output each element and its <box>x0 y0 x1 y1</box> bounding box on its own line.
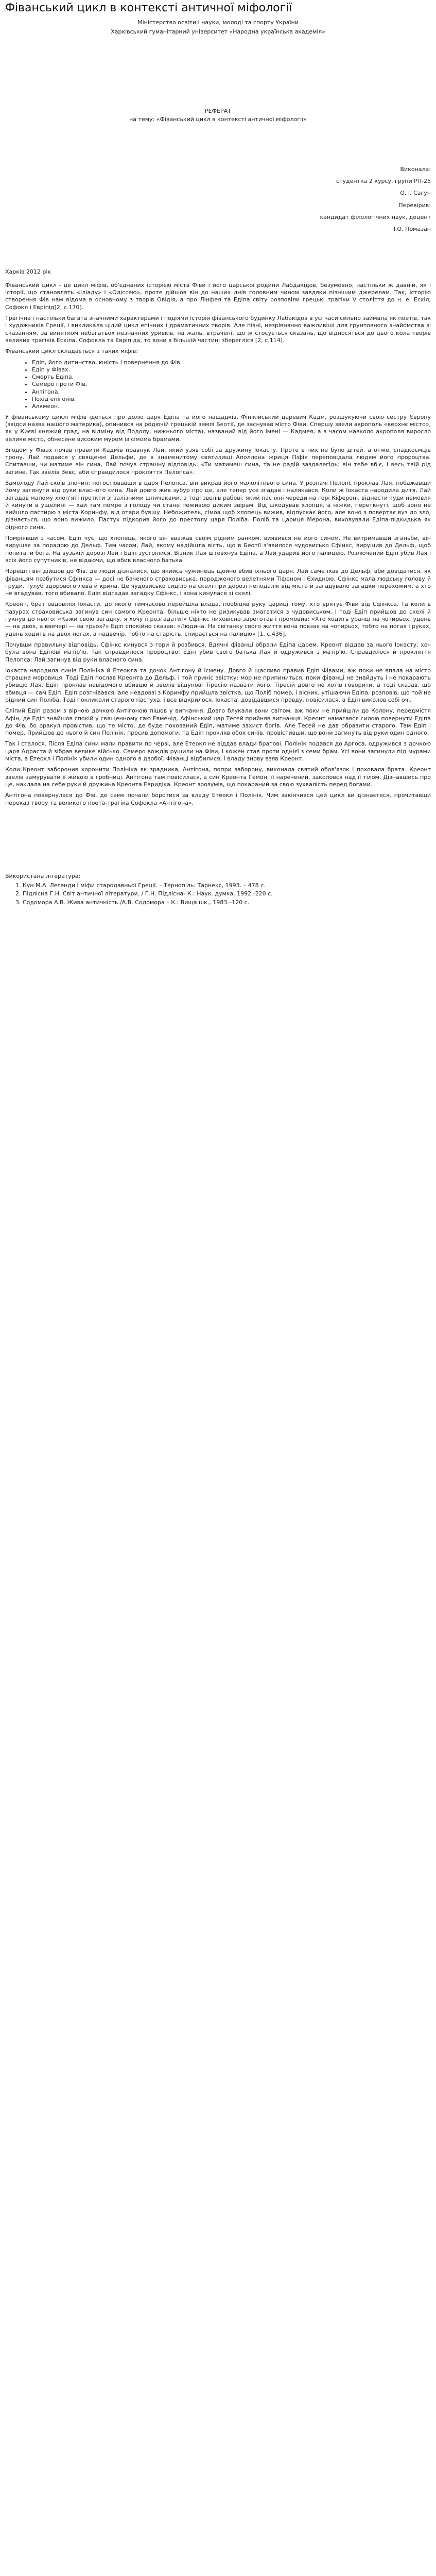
body-paragraph: Іокаста народила синів Полініка й Етеокла та дочок Антігону й Ісмену. Довго й щасливо правив Едіп Фівами, аж поки не впала на місто страшна моровиця. Тоді Едіп послав Креонта до Дельф, і той приніс звістку: мор не припиниться, поки фіванці не знайдуть і не покарають убивцю Лая. Едіп проклав невідомого вбивцю й звелів віщунові Тіресію назвати його. Тіресій довго не хотів говорити, а тоді сказав, що вбивця — сам Едіп. Едіп розгнівався, але невдовзі з Коринфу прийшла звістка, що Поліб помер, і вісник, утішаючи Едіпа, розповів, що той не рідний син Поліба. Тоді покликали старого пастуха, і все відкрилося. Іокаста, довідавшися правду, повісилася, а Едіп виколов собі очі. <box>5 667 431 703</box>
author-block <box>5 166 431 233</box>
list-item: • Едіп у Фівах. <box>32 366 431 374</box>
list-item: • Семеро проти Фів. <box>32 381 431 388</box>
myth-list <box>5 359 431 411</box>
intro-paragraph: Трагічна і настільки багата значними характерами і подіями історія фіванського будинку Лабакідов в усі часи сильно займала як поетів, так і художників Греції, і викликала цілий цикл епічних і драматичних творів. Але пізні, незрівнянно важливіші для грунтовного знайомства зі сказанням, за винятком небагатьох незначних уривків, на жаль, втрачені, що ж стосується сказань, що відносяться до цього кола творів великих трагіків Есхіла, Софокла та Евріпіда, то вони в більшій частині зберегліся [2, с.114]. <box>5 315 431 344</box>
page-title: Фіванський цикл в контексті античної міфології <box>5 2 292 14</box>
body-paragraph: У фіванському циклі міфів ідеться про долю царя Едіпа та його нащадків. Фінікійський царевич Кадм, розшукуючи свою сестру Європу (звідси назва нашого материка), опинився на родючій грецькій землі Беотії, де заснував місто Фіви. Спершу звели акрополь «верхнє місто», як у Києві княжий град, на відміну від Подолу, нижнього міста), названий від його імені — Кадмея, а з часом навколо акрополя виросло велике місто, обнесене високим муром із сімома брамами. <box>5 413 431 443</box>
list-item: • Алкмеон. <box>32 403 431 410</box>
checker-position: кандидат філологічних наук, доцент <box>320 213 431 221</box>
references-heading: Використана література: <box>5 872 81 879</box>
referat-topic: на тему: «Фіванський цикл в контексті античної міфології» <box>129 116 307 123</box>
body-paragraph: Нарешті він дійшов до Фів, де люди дізналися, що якийсь чужинець щойно вбив їхнього царя. Лай саме їхав до Дельф, аби довідатися, як фіванцям позбутися Сфінкса — досі не баченого страховиська, породженого велетнями Тіфоном і Єхидною. Сфінкс мала людську голову й груди, тулуб здорового лева й крила. Це чудовисько сиділо на скелі при дорозі неподалік від міста й загадувало загадки перехожим, а хто не вгадував, того вбивало. Едіп відгадав загадку Сфінкс, і вона кинулася зі скелі. <box>5 568 431 597</box>
body-paragraph: Замолоду Лай скоїв злочин: погостювавши в царя Пелопса, він викрав його малолітнього сина. У розпачі Пелопс проклав Лая, побажавши йому загинути від руки власного сина. Лай довго жив зубур про це, але тепер усе згадав і налякався. Коли ж Іокаста народила дитя, Лай загадав малому хлоп'яті проткти зі залізними шпичаками, а тоді звелів рабові, який пас їхні череди на горі Кіфероні, віднести туди немовля й кинути в ущелині — хай там помре з голоду чи стане поживою диким звірам. Від шкодував хлопця, а ніжки, переткнуті, щоб воно не вийшло пастирю з міста Коринфу, від отари бувшу. Небожитель, сімоа щоб хлопець вижив, відпускає його, але воно з повертає вуз до зло, дізнається, що воно вижило. Пастух підкорив його до престолу царя Поліба. Поліб та цариця Мерона, виховували Едіпа-підкидька як рідного сина. <box>5 479 431 531</box>
list-item: • Едіп, його дитинство, юність і повернення до Фів. <box>32 359 431 366</box>
student-info: студентка 2 курсу, групи РП-25 <box>336 178 431 185</box>
referat-label: РЕФЕРАТ <box>205 108 231 115</box>
city-year: Харків 2012 рік <box>5 268 51 275</box>
checker-name: І.О. Помазан <box>393 226 431 233</box>
reference-item: 2. Підліснa Г.Н. Світ античної літератури. / Г.Н. Підлісна- К.: Наук. думка, 1992.-220 с. <box>23 890 431 897</box>
list-item: • Антігона. <box>32 388 431 396</box>
reference-item: 3. Содомора А.В. Жива античність./А.В. Содомора – К.: Вища шк., 1983.–120 с. <box>23 899 431 906</box>
performed-label: Виконала: <box>400 165 431 173</box>
university-name: Харківський гуманітарний університет «Народна українська академія» <box>111 28 325 35</box>
references-list <box>5 882 431 906</box>
reference-item: 1. Кун М.А. Легенди і міфи стародавньої Греції. – Тернопіль: Тарнекс, 1993. – 478 с. <box>23 882 431 889</box>
body-paragraph: Помріявши з часом, Едіп чує, що хлопець, якого він вважав своїм рідним ранком, виявився не його сином. Не витримавши зганьби, він вирушає за порадою до Дельф. Тим часом, Лай, якому надійшла вість, що в Беотії з'явилося чудовисько Сфінкс, вирушив до Дельф, щоб попитати бога. На вузькій дорозі Лай і Едіп зустрілися. Візник Лая штовхнув Едіпа, а Лай ударив його палицею. Розлючений Едіп убив Лая і всіх його супутників, не відаючи, що вбив власного батька. <box>5 535 431 564</box>
list-item: • Смерть Едіпа. <box>32 374 431 381</box>
student-name: О. І. Сагун <box>400 190 431 197</box>
ministry-name: Міністерство освіти і науки, молоді та спорту України <box>137 19 299 26</box>
body-paragraph: Згодом у Фівах почав правити Кадмів правнук Лай, який узяв собі за дружину Іокасту. Проте в них не було дітей, а отже, спадкоємців трону. Лай подався у священні Дельфи, де в знаменитому святилищі Аполлона жриця Піфія переповідала людям його пророцтва. Спитавши, чи матиме він сина, Лай почув страшну відповідь: «Ти матимеш сина, та не радій заздалегідь: він тебе вб'є, і весь твій рід загине. Так звелів Зевс, аби справдилося прокляття Пелопса». <box>5 446 431 476</box>
body-paragraph: Креонт, брат овдовілої Іокасти, до якого тимчасово перейшла влада, пообіцяв руку цариці тому, хто врятує Фіви від Сфінкса. Та коли в пазурах страховиська загинув син самого Креонта, більше ніхто не ризикував змагатися з чудовиськом. І тоді Едіп прийшов до скелі й гукнув до нього: «Кажи свою загадку, я хочу її розгадати!» Сфінкс лиховісно зареготав і промовив: «Хто ходить уранці на чотирьох, удень — на двох, а ввечері — на трьох?» Едіп спокійно сказав: «Людина. На світанку свого життя вона повзає на чотирьох, тобто на ногах і руках, удень ходить на двох ногах, а надвечір, тобто на старість, спирається на палицю» [1, с.436]. <box>5 601 431 637</box>
list-item: • Похід епігонів. <box>32 396 431 403</box>
body-paragraph: Так і сталося. Після Едіпа сини мали правити по черзі, але Етеокл не віддав влади братові. Полінік подався до Аргоса, одружився з дочкою царя Адраста й зібрав велике військо. Семеро вождів рушили на Фіви, і кожен став проти однієї з семи брам. Усі вони загинули під мурами міста, а Етеокл і Полінік убили один одного в двобої. Фіванці відбилися, і владу знову взяв Креонт. <box>5 740 431 762</box>
intro-paragraph: Фіванський цикл складається з таких міфів: <box>5 348 138 355</box>
body-paragraph: Почувши правильну відповідь, Сфінкс кинувся з гори й розбився. Вдячні фіванці обрали Едіпа царем. Креонт віддав за нього Іокасту, хоч була вона Едіпові матір'ю. Так справдилося пророцтво: Едіп убив свого батька Лая й одружився з матір'ю. Справдилося й прокляття Пелопса: Лай загинув від руки власного сина. <box>5 641 431 663</box>
intro-paragraph: Фіванський цикл - це цикл міфів, об'єднаних історією міста Фіви і його царської родини Лабдакідов, безумовно, настільки ж давній, як і історії, що становлять «Іліаду» і «Одіссею», проте дійшов він до наших днів головним чином завдяки пізнішим джерелам. Так, історію створення Фів нам відома в основному з творів Овідія, а про Лінфея та Едіпа світу розповіли грецькі трагіки V століття до н. е. Есхіл, Софокл і Евріпід[2, с.170]. <box>5 281 431 311</box>
checked-label: Перевірив: <box>398 201 431 209</box>
body-paragraph: Коли Креонт заборонив хоронити Полініка як зрадника, Антігона, попри заборону, виконала святий обов'язок і поховала брата. Креонт звелів замурувати її живою в гробниці. Антігона там повісилася, а син Креонта Гемон, її наречений, заколовся над її тілом. Дізнавшись про це, наклала на себе руки й дружина Креонта Евридіка. Креонт зрозумів, що покараний за свою зухвалість перед богами. <box>5 766 431 788</box>
body-paragraph: Антігона повернулася до Фів, де саме почали боротися за владу Етеокл і Полінік. Чим закінчився цей цикл ви дізнаєтеся, прочитавши переказ твору та великого поета-трагіка Софокла «Антігона». <box>5 792 431 806</box>
body-paragraph: Сліпий Едіп разом з вірною дочкою Антігоною пішов у вигнання. Довго блукали вони світом, аж поки не прийшли до Колону, передмістя Афін, де Едіп знайшов спокій у священному гаю Евменід. Афінський цар Тесей прийняв вигнанця. Креонт намагався силою повернути Едіпа до Фів, бо оракул провістив, що те місто, де буде похований Едіп, матиме захист богів. Але Тесей не дав образити старого. Там Едіп і помер. Прийшов до нього й син Полінік, просив допомоги, та Едіп прокляв обох синів, провістивши, що вони загинуть від руки один одного. <box>5 707 431 737</box>
